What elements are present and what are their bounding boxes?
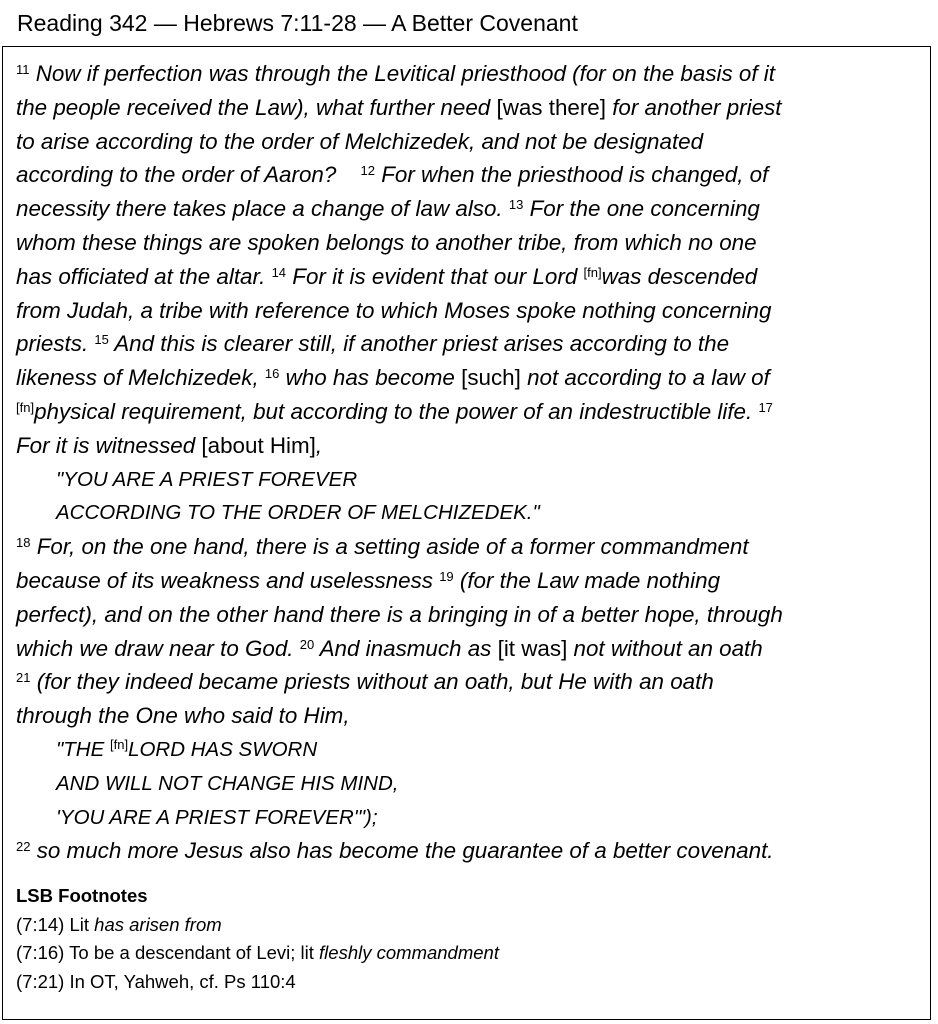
footnote-item bbox=[16, 939, 924, 968]
verse-text: from Judah, a tribe with reference to which Moses spoke nothing concerning bbox=[16, 297, 772, 323]
quote-line bbox=[16, 767, 924, 801]
footnote-literal: fleshly commandment bbox=[319, 942, 499, 964]
footnote-text: Lit bbox=[64, 913, 95, 935]
footnote-marker: [fn] bbox=[16, 399, 35, 415]
footnote-item bbox=[16, 911, 924, 940]
verse-line bbox=[16, 361, 924, 395]
verse-text: physical requirement, but according to the power of an indestructible life. bbox=[34, 398, 759, 424]
verse-text: For, on the one hand, there is a setting aside of a former commandment bbox=[30, 534, 749, 560]
verse-text: (for the Law made nothing bbox=[453, 567, 721, 593]
verse-number: 16 bbox=[264, 366, 280, 382]
verse-text: 'YOU ARE A PRIEST FOREVER'"); bbox=[56, 805, 378, 829]
verse-line bbox=[16, 632, 924, 666]
verse-line bbox=[16, 598, 924, 632]
verse-line bbox=[16, 429, 924, 463]
bracketed-insertion: [was there] bbox=[496, 94, 606, 120]
verse-text: For when the priesthood is changed, of bbox=[375, 162, 769, 188]
verse-text: according to the order of Aaron? bbox=[16, 162, 343, 188]
passage-content bbox=[16, 57, 924, 996]
verse-line bbox=[16, 125, 924, 159]
bracketed-insertion: [about Him] bbox=[201, 432, 316, 458]
verse-text: not without an oath bbox=[567, 635, 763, 661]
verse-text: And this is clearer still, if another priest arises according to the bbox=[108, 331, 730, 357]
verse-line bbox=[16, 530, 924, 564]
footnote-ref: (7:16) bbox=[16, 942, 65, 964]
verse-line bbox=[16, 699, 924, 733]
footnote-text: To be a descendant of Levi; lit bbox=[64, 942, 320, 964]
verse-text: because of its weakness and uselessness bbox=[16, 567, 440, 593]
verse-text: likeness of Melchizedek, bbox=[16, 365, 265, 391]
verse-text: And inasmuch as bbox=[314, 635, 498, 661]
verse-text: LORD HAS SWORN bbox=[128, 737, 318, 761]
verse-text: For it is witnessed bbox=[16, 432, 202, 458]
verse-line bbox=[16, 294, 924, 328]
footnote-ref: (7:14) bbox=[16, 913, 65, 935]
verse-line bbox=[16, 834, 924, 868]
verse-text: , bbox=[315, 432, 323, 458]
verse-number: 17 bbox=[758, 399, 773, 415]
verse-line bbox=[16, 327, 924, 361]
verse-line bbox=[16, 395, 924, 429]
verse-text: was descended bbox=[601, 263, 758, 289]
verse-text: whom these things are spoken belongs to another tribe, from which no one bbox=[16, 229, 757, 255]
quote-line bbox=[16, 496, 924, 530]
verse-text: so much more Jesus also has become the guarantee of a better covenant. bbox=[30, 838, 774, 864]
footnotes-section bbox=[16, 882, 924, 996]
verse-text: through the One who said to Him, bbox=[16, 703, 350, 729]
verse-text: Now if perfection was through the Levitical priesthood (for on the basis of it bbox=[29, 61, 776, 86]
verse-number: 13 bbox=[508, 197, 524, 213]
verse-text: for another priest bbox=[605, 94, 782, 120]
footnote-marker: [fn] bbox=[583, 264, 602, 280]
verse-line bbox=[16, 564, 924, 598]
verse-text: ACCORDING TO THE ORDER OF MELCHIZEDEK." bbox=[56, 501, 540, 525]
verse-text: not according to a law of bbox=[520, 365, 770, 391]
verse-text: For it is evident that our Lord bbox=[286, 263, 584, 289]
verse-text: priests. bbox=[16, 331, 95, 357]
footnote-text: In OT, Yahweh, cf. Ps 110:4 bbox=[64, 970, 296, 992]
verse-text: to arise according to the order of Melchizedek, and not be designated bbox=[16, 128, 704, 154]
quote-line bbox=[16, 801, 924, 835]
passage-text bbox=[16, 57, 924, 868]
verse-number: 22 bbox=[16, 839, 31, 855]
quote-line bbox=[16, 733, 924, 767]
bracketed-insertion: [such] bbox=[461, 365, 521, 391]
verse-text: necessity there takes place a change of law also. bbox=[16, 196, 509, 222]
verse-text: the people received the Law), what further need bbox=[16, 94, 497, 120]
verse-number: 14 bbox=[271, 264, 287, 280]
verse-text: perfect), and on the other hand there is a bringing in of a better hope, through bbox=[16, 601, 783, 627]
footnote-marker: [fn] bbox=[109, 736, 129, 752]
verse-number: 20 bbox=[299, 636, 315, 652]
verse-line bbox=[16, 91, 924, 125]
verse-line bbox=[16, 192, 924, 226]
verse-text: "YOU ARE A PRIEST FOREVER bbox=[56, 467, 358, 491]
verse-line bbox=[16, 665, 924, 699]
reading-title: Reading 342 — Hebrews 7:11-28 — A Better Covenant bbox=[17, 10, 578, 36]
verse-number: 11 bbox=[16, 61, 30, 77]
verse-line bbox=[16, 158, 924, 192]
verse-number: 19 bbox=[439, 568, 454, 584]
verse-line bbox=[16, 226, 924, 260]
verse-text: For the one concerning bbox=[523, 196, 760, 222]
verse-text: "THE bbox=[56, 737, 110, 761]
verse-text: which we draw near to God. bbox=[16, 635, 300, 661]
footnote-ref: (7:21) bbox=[16, 970, 65, 992]
footnote-literal: has arisen from bbox=[94, 913, 222, 935]
verse-number: 15 bbox=[94, 332, 109, 348]
verse-number: 18 bbox=[16, 535, 31, 551]
verse-line bbox=[16, 57, 924, 91]
footnotes-heading: LSB Footnotes bbox=[16, 885, 148, 907]
quote-line bbox=[16, 463, 924, 497]
bracketed-insertion: [it was] bbox=[497, 635, 568, 661]
verse-line bbox=[16, 260, 924, 294]
verse-text: who has become bbox=[279, 365, 462, 391]
verse-text: (for they indeed became priests without an oath, but He with an oath bbox=[30, 669, 714, 695]
footnotes-list bbox=[16, 911, 924, 997]
verse-text: has officiated at the altar. bbox=[16, 263, 272, 289]
verse-number: 12 bbox=[360, 163, 375, 179]
verse-number: 21 bbox=[16, 670, 31, 686]
footnote-item bbox=[16, 968, 924, 997]
verse-text: AND WILL NOT CHANGE HIS MIND, bbox=[56, 771, 399, 795]
